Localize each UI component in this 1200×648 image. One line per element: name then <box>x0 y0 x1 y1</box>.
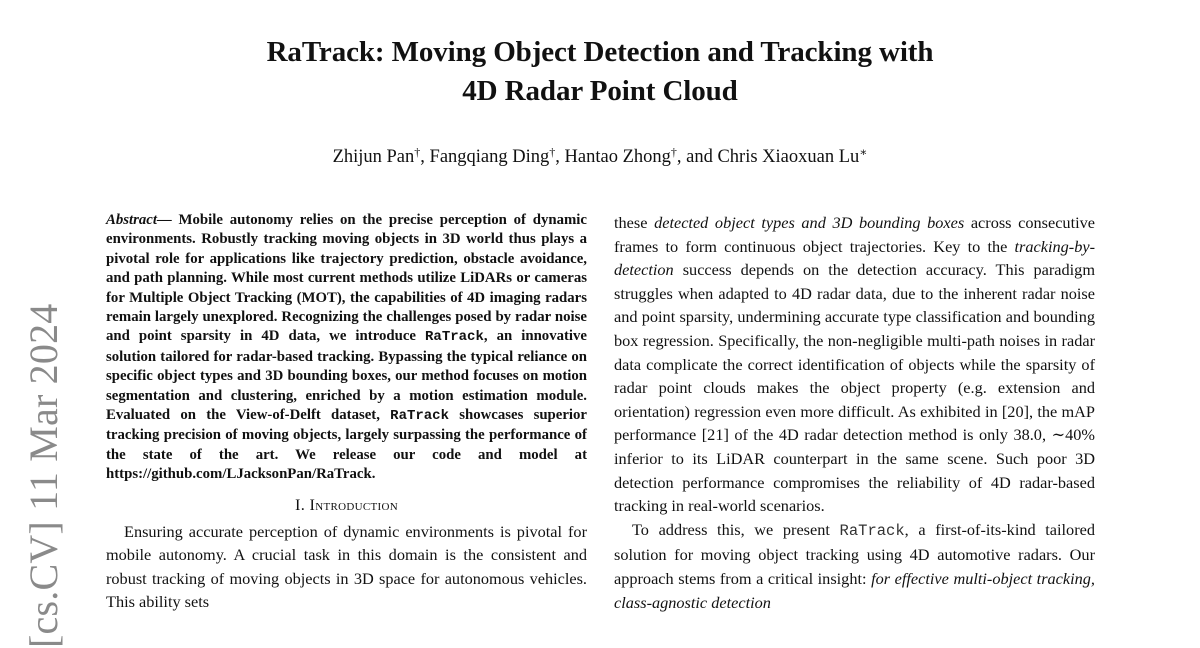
author-separator: , <box>420 147 430 167</box>
author-name: Fangqiang Ding <box>429 147 550 167</box>
body-text: these <box>614 213 655 232</box>
method-name: RaTrack <box>390 408 449 425</box>
body-paragraph <box>614 518 1095 614</box>
arxiv-stamp: [cs.CV] 11 Mar 2024 <box>21 303 66 648</box>
author-list <box>0 144 1200 170</box>
section-heading <box>106 494 587 516</box>
author-mark: ∗ <box>859 145 868 159</box>
title-line-1: RaTrack: Moving Object Detection and Tracking with <box>266 36 934 68</box>
abstract-text: showcases superior tracking precision of moving objects, largely surpassing the performance of the state of the art. We release our code and model at https://github.com/LJacksonPan/RaTrack. <box>106 407 587 483</box>
author-mark: † <box>549 145 556 159</box>
body-text: success depends on the detection accuracy. This paradigm struggles when adapted to 4D radar data, due to the inherent radar noise and point sparsity, undermining accurate type classification and bounding box regression. Specifically, the non-negligible multi-path noises in radar data complicate the correct identification of objects while the sparsity of radar point clouds makes the object property (e.g. extension and orientation) regression even more difficult. As exhibited in [20], the mAP performance [21] of the 4D radar detection method is only 38.0, ∼40% inferior to its LiDAR counterpart in the same scene. Such poor 3D detection performance compromises the reliability of 4D radar-based tracking in real-world scenarios. <box>614 260 1095 516</box>
author-name: Hantao Zhong <box>564 147 671 167</box>
author-mark: † <box>670 145 677 159</box>
abstract-text: , an innovative solution tailored for radar-based tracking. Bypassing the typical reliance on specific object types and 3D bounding boxes, our method focuses on motion segmentation and clustering, enriched by a motion estimation module. Evaluated on the View-of-Delft dataset, <box>106 328 587 424</box>
author-name: Chris Xiaoxuan Lu <box>717 147 860 167</box>
paper-title <box>0 33 1200 111</box>
section-title: Introduction <box>309 494 398 514</box>
author-name: Zhijun Pan <box>332 147 415 167</box>
section-number: I. <box>295 494 306 514</box>
emphasis-text: detected object types and 3D bounding boxes <box>654 213 965 232</box>
abstract-text: Mobile autonomy relies on the precise perception of dynamic environments. Robustly tracking moving objects in 3D world thus plays a pivotal role for applications like trajectory prediction, obstacle avoidance, and path planning. While most current methods utilize LiDARs or cameras for Multiple Object Tracking (MOT), the capabilities of 4D imaging radars remain largely unexplored. Recognizing the challenges posed by radar noise and point sparsity in 4D data, we introduce <box>106 212 587 345</box>
abstract <box>106 211 587 485</box>
body-text: , a first-of-its-kind tailored solution for moving object tracking using 4D automotive radars. Our approach stems from a critical insight: <box>614 519 1095 588</box>
author-mark: † <box>414 145 421 159</box>
title-line-2: 4D Radar Point Cloud <box>462 75 738 107</box>
body-text: To address this, we present <box>632 519 840 539</box>
body-text: across consecutive frames to form continuous object trajectories. Key to the <box>614 213 1095 256</box>
method-name: RaTrack <box>425 329 484 346</box>
right-column <box>614 211 1095 614</box>
intro-paragraph: Ensuring accurate perception of dynamic environments is pivotal for mobile autonomy. A crucial task in this domain is the consistent and robust tracking of moving objects in 3D space for autonomous vehicles. This ability sets <box>106 521 587 612</box>
emphasis-text: for effective multi-object tracking, class-agnostic detection <box>614 568 1096 612</box>
body-paragraph <box>614 211 1095 518</box>
author-separator: , and <box>676 147 718 167</box>
left-column <box>106 211 587 614</box>
abstract-lead: Abstract— <box>106 212 172 228</box>
emphasis-text: tracking-by-detection <box>614 236 1095 280</box>
method-name: RaTrack <box>839 521 905 540</box>
author-separator: , <box>555 147 565 167</box>
